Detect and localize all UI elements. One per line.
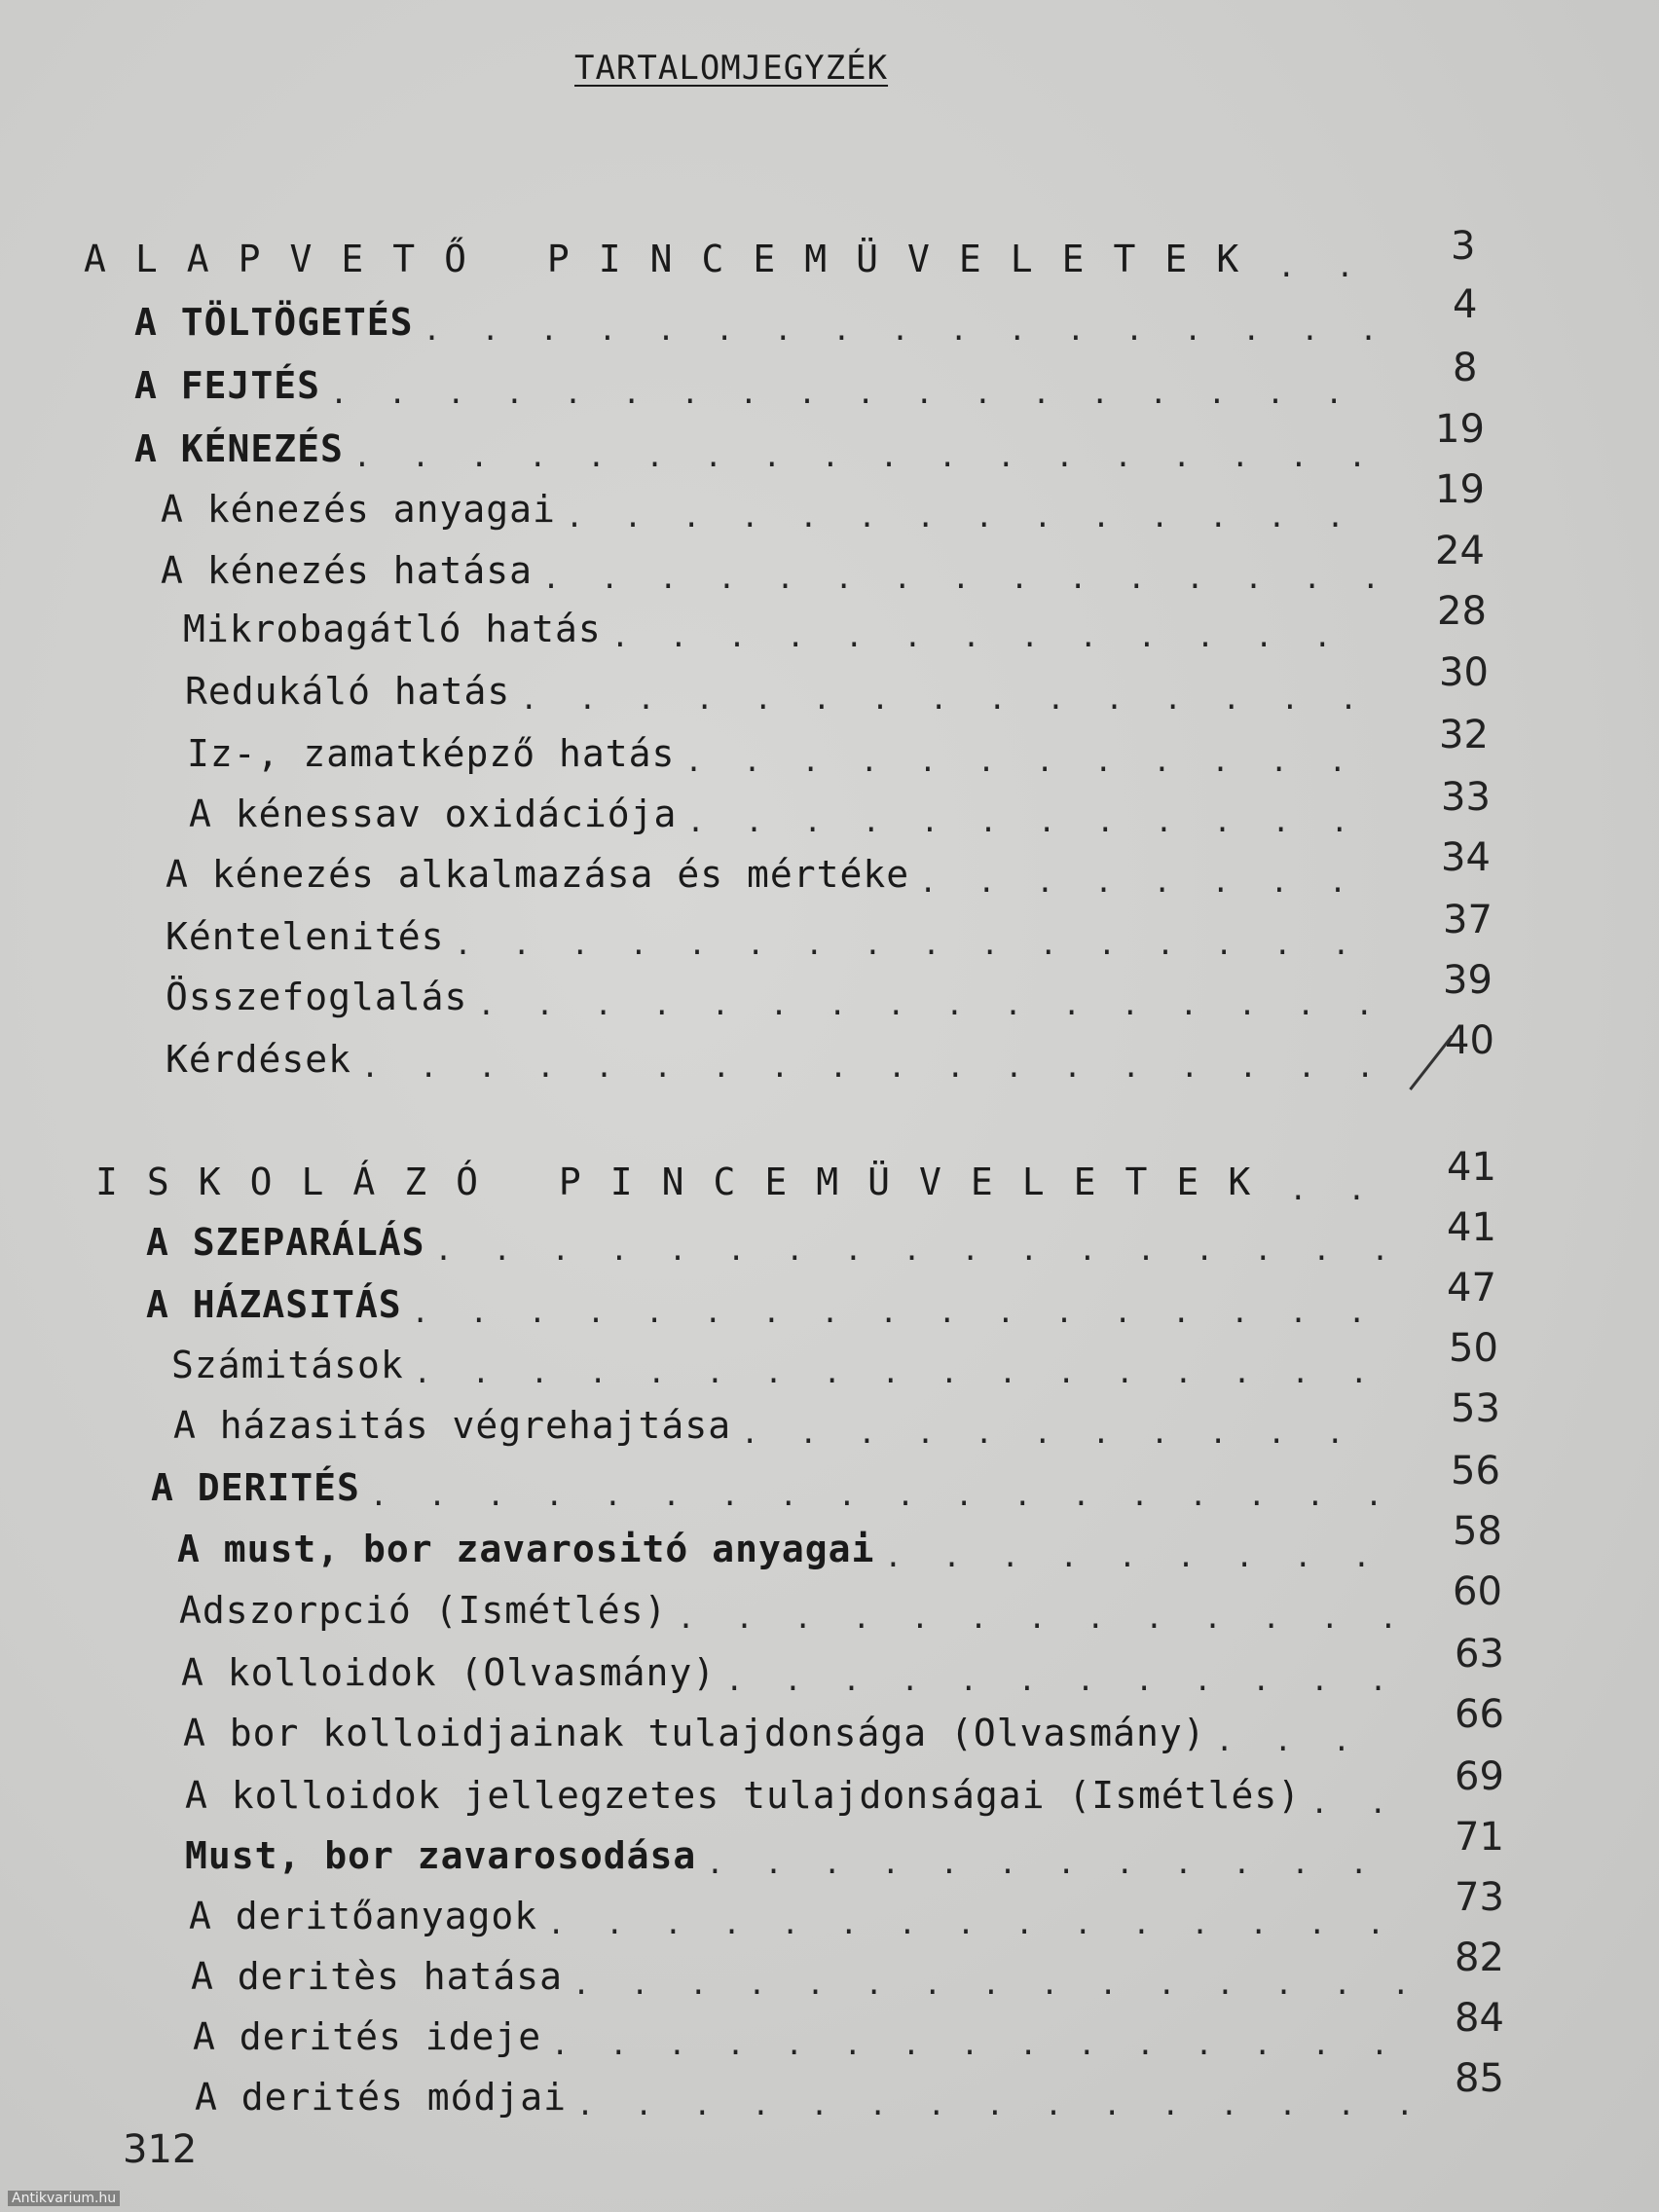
toc-page-number: 41	[1447, 1145, 1496, 1190]
toc-label: Kéntelenités	[166, 915, 445, 958]
toc-entry	[134, 422, 1381, 476]
toc-label: A kolloidok jellegzetes tulajdonságai (Ismétlés)	[185, 1774, 1302, 1817]
dot-leader	[551, 2028, 1406, 2062]
toc-label: Iz-, zamatképző hatás	[187, 732, 676, 775]
dot-leader	[330, 377, 1371, 411]
page-title: TARTALOMJEGYZÉK	[574, 49, 889, 88]
toc-entry	[173, 1398, 1400, 1453]
toc-entry	[166, 847, 1392, 902]
toc-entry	[185, 1828, 1410, 1883]
dot-leader	[547, 1907, 1402, 1941]
dot-leader	[686, 805, 1382, 839]
toc-page-number: 85	[1455, 2056, 1504, 2101]
dot-leader	[455, 928, 1384, 962]
dot-leader	[1216, 1724, 1398, 1758]
toc-entry	[166, 970, 1394, 1024]
dot-leader	[370, 1479, 1392, 1513]
dot-leader	[725, 1664, 1396, 1698]
dot-leader	[919, 866, 1382, 900]
toc-entry	[193, 2009, 1416, 2064]
toc-page-number: 19	[1435, 407, 1485, 452]
dot-leader	[706, 1847, 1400, 1881]
toc-page-number: 58	[1453, 1509, 1502, 1554]
toc-page-number: 69	[1455, 1754, 1504, 1799]
toc-entry	[183, 1706, 1408, 1760]
dot-leader	[576, 2088, 1408, 2122]
toc-entry	[195, 2070, 1418, 2124]
dot-leader	[1277, 250, 1369, 284]
dot-leader	[412, 1296, 1387, 1330]
toc-label: Összefoglalás	[166, 976, 468, 1018]
toc-label: Redukáló hatás	[185, 670, 511, 713]
dot-leader	[542, 562, 1373, 596]
toc-label: A must, bor zavarositó anyagai	[177, 1528, 875, 1570]
toc-label: A HÁZASITÁS	[146, 1283, 402, 1326]
toc-entry	[183, 602, 1385, 656]
dot-leader	[520, 682, 1378, 717]
toc-entry	[161, 482, 1382, 536]
toc-page-number: 8	[1453, 346, 1478, 390]
toc-entry	[161, 543, 1382, 598]
dot-leader	[414, 1356, 1388, 1390]
toc-label: A KÉNEZÉS	[134, 427, 344, 470]
toc-page-number: 56	[1451, 1449, 1500, 1493]
toc-entry	[134, 358, 1381, 413]
toc-page-number: 32	[1439, 713, 1489, 757]
dot-leader	[424, 313, 1371, 348]
toc-label: A TÖLTÖGETÉS	[134, 301, 414, 344]
toc-page-number: 4	[1453, 282, 1478, 327]
toc-label: A DERITÉS	[151, 1466, 360, 1509]
toc-page-number: 3	[1451, 224, 1476, 269]
toc-page-number: 82	[1455, 1936, 1504, 1980]
toc-page-number: 39	[1443, 958, 1493, 1003]
toc-page-number: 53	[1451, 1386, 1500, 1431]
toc-page-number: 33	[1441, 775, 1491, 820]
dot-leader	[677, 1602, 1396, 1636]
toc-page-number: 50	[1449, 1326, 1498, 1371]
dot-leader	[477, 988, 1384, 1022]
toc-label: ALAPVETŐ PINCEMÜVELETEK	[84, 238, 1269, 280]
toc-label: A kolloidok (Olvasmány)	[181, 1651, 717, 1694]
toc-page-number: 30	[1439, 650, 1489, 695]
toc-label: A derités módjai	[195, 2076, 568, 2119]
toc-section-heading	[84, 232, 1379, 286]
toc-entry	[171, 1338, 1398, 1392]
toc-label: A kénezés hatása	[161, 549, 534, 592]
toc-label: A derités ideje	[193, 2015, 542, 2058]
toc-entry	[134, 295, 1381, 350]
toc-page-number: 37	[1443, 898, 1493, 942]
toc-entry	[166, 909, 1394, 964]
toc-page-number: 24	[1435, 529, 1485, 573]
toc-label: Számitások	[171, 1344, 404, 1386]
page-number: 312	[123, 2127, 198, 2172]
toc-page-number: 71	[1455, 1815, 1504, 1860]
toc-label: Kérdések	[166, 1038, 352, 1081]
toc-label: A SZEPARÁLÁS	[146, 1221, 425, 1264]
dot-leader	[684, 745, 1380, 779]
toc-entry	[187, 726, 1389, 781]
dot-leader	[353, 440, 1371, 474]
toc-label: A deritőanyagok	[189, 1895, 538, 1937]
toc-page-number: 28	[1437, 589, 1487, 634]
toc-label: A kénessav oxidációja	[189, 793, 678, 835]
toc-page-number: 34	[1441, 835, 1491, 880]
toc-page-number: 60	[1453, 1569, 1502, 1614]
toc-page-number: 66	[1455, 1692, 1504, 1737]
toc-entry	[191, 1949, 1414, 2004]
toc-label: A házasitás végrehajtása	[173, 1404, 732, 1447]
toc-page-number: 40	[1445, 1018, 1494, 1063]
toc-entry	[146, 1215, 1397, 1270]
dot-leader	[611, 620, 1376, 654]
toc-entry	[146, 1277, 1397, 1332]
toc-entry	[181, 1645, 1406, 1700]
toc-page-number: 47	[1447, 1266, 1496, 1310]
toc-entry	[151, 1460, 1402, 1515]
toc-page-number: 84	[1455, 1996, 1504, 2041]
toc-label: Mikrobagátló hatás	[183, 608, 602, 650]
toc-page-number: 19	[1435, 467, 1485, 512]
toc-entry	[177, 1522, 1404, 1576]
toc-page-number: 73	[1455, 1875, 1504, 1920]
toc-entry	[189, 1889, 1412, 1943]
toc-label: Adszorpció (Ismétlés)	[179, 1589, 668, 1632]
toc-entry	[179, 1583, 1406, 1638]
toc-label: ISKOLÁZÓ PINCEMÜVELETEK	[95, 1161, 1280, 1203]
toc-entry	[185, 1768, 1410, 1823]
toc-page-number: 41	[1447, 1205, 1496, 1250]
toc-page-number: 63	[1455, 1632, 1504, 1677]
toc-label: A FEJTÉS	[134, 364, 321, 407]
dot-leader	[1310, 1787, 1400, 1821]
dot-leader	[566, 500, 1373, 535]
toc-label: A deritès hatása	[191, 1955, 564, 1998]
watermark: Antikvarium.hu	[8, 2191, 120, 2206]
dot-leader	[741, 1417, 1390, 1451]
toc-entry	[189, 787, 1391, 841]
toc-label: A kénezés anyagai	[161, 488, 556, 531]
dot-leader	[572, 1968, 1404, 2002]
dot-leader	[435, 1234, 1387, 1268]
toc-entry	[166, 1032, 1396, 1087]
dot-leader	[361, 1051, 1386, 1085]
dot-leader	[1289, 1173, 1385, 1207]
toc-label: A kénezés alkalmazása és mértéke	[166, 853, 910, 896]
toc-section-heading	[95, 1155, 1395, 1209]
toc-label: Must, bor zavarosodása	[185, 1834, 697, 1877]
toc-label: A bor kolloidjainak tulajdonsága (Olvasmány)	[183, 1712, 1206, 1754]
toc-entry	[185, 664, 1387, 719]
dot-leader	[884, 1540, 1394, 1574]
